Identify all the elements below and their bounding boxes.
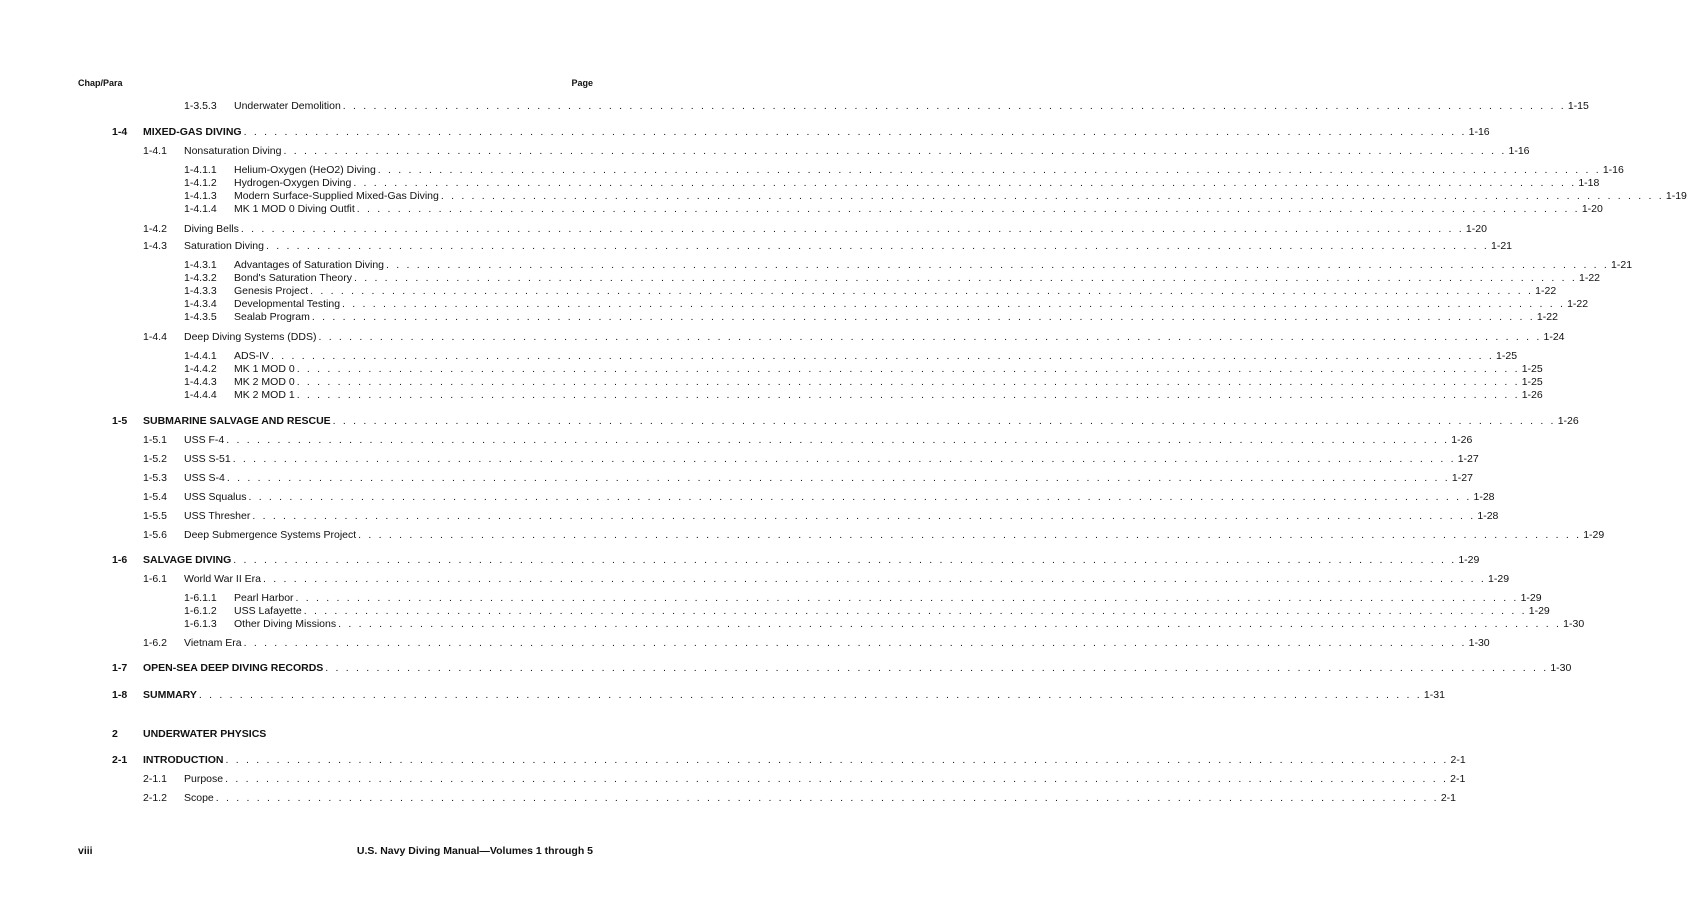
toc-entry-page: 1-22: [1536, 311, 1558, 323]
toc-entry: [184, 618, 1585, 631]
toc-entry-title: Diving Bells: [184, 223, 239, 235]
toc-entry-page: 1-28: [1477, 510, 1499, 522]
toc-entry-number: 1-6.1.2: [184, 605, 217, 617]
dot-leader: . . . . . . . . . . . . . . . . . . . . . . . . . . . . . . . . . . . . . . . . . . . . . . . . . . . . . . . . . . . . . . . . . . . . . . . . . . . . . . . . . . . . . . . . . . . . . . . . . . . . . . . . . . . . . . . . . . . . . . . .: [358, 529, 1582, 541]
toc-entry-number: 1-4.1.1: [184, 164, 217, 176]
toc-entry: [184, 272, 1601, 285]
dot-leader: . . . . . . . . . . . . . . . . . . . . . . . . . . . . . . . . . . . . . . . . . . . . . . . . . . . . . . . . . . . . . . . . . . . . . . . . . . . . . . . . . . . . . . . . . . . . . . . . . . . . . . . . . . . . . . . . . . . . . . . .: [296, 389, 1520, 401]
column-header-page: Page: [571, 78, 593, 88]
toc-entry-page: 1-31: [1423, 689, 1445, 701]
toc-entry-page: 1-20: [1465, 223, 1487, 235]
toc-entry-number: 1-6.2: [143, 637, 167, 649]
dot-leader: . . . . . . . . . . . . . . . . . . . . . . . . . . . . . . . . . . . . . . . . . . . . . . . . . . . . . . . . . . . . . . . . . . . . . . . . . . . . . . . . . . . . . . . . . . . . . . . . . . . . . . . . . . . . . . . . . . . . . . . .: [353, 272, 1577, 284]
dot-leader: . . . . . . . . . . . . . . . . . . . . . . . . . . . . . . . . . . . . . . . . . . . . . . . . . . . . . . . . . . . . . . . . . . . . . . . . . . . . . . . . . . . . . . . . . . . . . . . . . . . . . . . . . . . . . . . . . . . . . . . .: [311, 311, 1535, 323]
toc-entry-page: 1-30: [1563, 618, 1585, 630]
toc-entry-title: Sealab Program: [234, 311, 310, 323]
toc-entry-title: USS Squalus: [184, 491, 247, 503]
toc-entry: [184, 177, 1600, 190]
toc-entry: [112, 415, 1579, 428]
toc-entry-number: 1-5.3: [143, 472, 167, 484]
toc-entry-number: 1-4.2: [143, 223, 167, 235]
toc-entry-title: Deep Diving Systems (DDS): [184, 331, 317, 343]
toc-entry-number: 1-4.4: [143, 331, 167, 343]
toc-entry-number: 1-4.4.3: [184, 376, 217, 388]
dot-leader: . . . . . . . . . . . . . . . . . . . . . . . . . . . . . . . . . . . . . . . . . . . . . . . . . . . . . . . . . . . . . . . . . . . . . . . . . . . . . . . . . . . . . . . . . . . . . . . . . . . . . . . . . . . . . . . . . . . . . . . .: [332, 415, 1556, 427]
toc-entry-page: 1-30: [1550, 662, 1572, 674]
toc-entry-page: 1-22: [1535, 285, 1557, 297]
toc-entry-page: 1-26: [1451, 434, 1473, 446]
toc-entry-title: MK 1 MOD 0: [234, 363, 295, 375]
page-number: viii: [78, 845, 93, 857]
toc-entry-number: 1-5.5: [143, 510, 167, 522]
dot-leader: . . . . . . . . . . . . . . . . . . . . . . . . . . . . . . . . . . . . . . . . . . . . . . . . . . . . . . . . . . . . . . . . . . . . . . . . . . . . . . . . . . . . . . . . . . . . . . . . . . . . . . . . . . . . . . . . . . . . . . . .: [356, 203, 1580, 215]
toc-entry-title: OPEN-SEA DEEP DIVING RECORDS: [143, 662, 324, 674]
toc-entry-title: Underwater Demolition: [234, 100, 341, 112]
toc-entry: [184, 164, 1624, 177]
toc-entry-page: 1-16: [1468, 126, 1490, 138]
toc-entry-number: 1-5.4: [143, 491, 167, 503]
toc-entry-title: Developmental Testing: [234, 298, 341, 310]
toc-entry-number: 1-4.4.1: [184, 350, 217, 362]
dot-leader: . . . . . . . . . . . . . . . . . . . . . . . . . . . . . . . . . . . . . . . . . . . . . . . . . . . . . . . . . . . . . . . . . . . . . . . . . . . . . . . . . . . . . . . . . . . . . . . . . . . . . . . . . . . . . . . . . . . . . . . .: [296, 363, 1520, 375]
dot-leader: . . . . . . . . . . . . . . . . . . . . . . . . . . . . . . . . . . . . . . . . . . . . . . . . . . . . . . . . . . . . . . . . . . . . . . . . . . . . . . . . . . . . . . . . . . . . . . . . . . . . . . . . . . . . . . . . . . . . . . . .: [318, 331, 1542, 343]
toc-entry-page: 1-21: [1491, 240, 1513, 252]
dot-leader: . . . . . . . . . . . . . . . . . . . . . . . . . . . . . . . . . . . . . . . . . . . . . . . . . . . . . . . . . . . . . . . . . . . . . . . . . . . . . . . . . . . . . . . . . . . . . . . . . . . . . . . . . . . . . . . . . . . . . . . .: [386, 259, 1610, 271]
manual-title: U.S. Navy Diving Manual—Volumes 1 through 5: [356, 845, 593, 857]
toc-entry-title: MK 1 MOD 0 Diving Outfit: [234, 203, 355, 215]
toc-entry-number: 1-7: [112, 662, 128, 674]
dot-leader: . . . . . . . . . . . . . . . . . . . . . . . . . . . . . . . . . . . . . . . . . . . . . . . . . . . . . . . . . . . . . . . . . . . . . . . . . . . . . . . . . . . . . . . . . . . . . . . . . . . . . . . . . . . . . . . . . . . . . . . .: [248, 491, 1472, 503]
toc-entry-number: 1-4.1.3: [184, 190, 217, 202]
toc-entry-title: Pearl Harbor: [234, 592, 294, 604]
toc-entry: [112, 689, 1445, 702]
toc-entry-page: 1-16: [1508, 145, 1530, 157]
toc-entry-number: 1-4.1: [143, 145, 167, 157]
toc-entry-page: 1-24: [1543, 331, 1565, 343]
toc-entry: [143, 472, 1473, 485]
toc-entry-title: Genesis Project: [234, 285, 309, 297]
dot-leader: . . . . . . . . . . . . . . . . . . . . . . . . . . . . . . . . . . . . . . . . . . . . . . . . . . . . . . . . . . . . . . . . . . . . . . . . . . . . . . . . . . . . . . . . . . . . . . . . . . . . . . . . . . . . . . . . . . . . . . . .: [226, 472, 1450, 484]
toc-entry-page: 1-21: [1611, 259, 1633, 271]
dot-leader: . . . . . . . . . . . . . . . . . . . . . . . . . . . . . . . . . . . . . . . . . . . . . . . . . . . . . . . . . . . . . . . . . . . . . . . . . . . . . . . . . . . . . . . . . . . . . . . . . . . . . . . . . . . . . . . . . . . . . . . .: [440, 190, 1664, 202]
toc-entry-page: 1-26: [1557, 415, 1579, 427]
toc-entry-page: 1-25: [1496, 350, 1518, 362]
toc-entry: [184, 190, 1687, 203]
toc-entry: [184, 350, 1518, 363]
toc-entry-page: 2-1: [1450, 754, 1466, 766]
toc-entry-number: 1-8: [112, 689, 128, 701]
toc-entry-number: 1-4: [112, 126, 128, 138]
toc-entry-number: 2-1: [112, 754, 128, 766]
column-header-chap-para: Chap/Para: [78, 78, 123, 88]
toc-entry-page: 1-27: [1457, 453, 1479, 465]
dot-leader: . . . . . . . . . . . . . . . . . . . . . . . . . . . . . . . . . . . . . . . . . . . . . . . . . . . . . . . . . . . . . . . . . . . . . . . . . . . . . . . . . . . . . . . . . . . . . . . . . . . . . . . . . . . . . . . . . . . . . . . .: [233, 554, 1457, 566]
toc-entry: [143, 637, 1490, 650]
dot-leader: . . . . . . . . . . . . . . . . . . . . . . . . . . . . . . . . . . . . . . . . . . . . . . . . . . . . . . . . . . . . . . . . . . . . . . . . . . . . . . . . . . . . . . . . . . . . . . . . . . . . . . . . . . . . . . . . . . . . . . . .: [283, 145, 1507, 157]
toc-entry-title: World War II Era: [184, 573, 262, 585]
toc-entry-number: 1-4.3: [143, 240, 167, 252]
toc-entry-number: 1-5.2: [143, 453, 167, 465]
dot-leader: . . . . . . . . . . . . . . . . . . . . . . . . . . . . . . . . . . . . . . . . . . . . . . . . . . . . . . . . . . . . . . . . . . . . . . . . . . . . . . . . . . . . . . . . . . . . . . . . . . . . . . . . . . . . . . . . . . . . . . . .: [252, 510, 1476, 522]
dot-leader: . . . . . . . . . . . . . . . . . . . . . . . . . . . . . . . . . . . . . . . . . . . . . . . . . . . . . . . . . . . . . . . . . . . . . . . . . . . . . . . . . . . . . . . . . . . . . . . . . . . . . . . . . . . . . . . . . . . . . . . .: [295, 592, 1519, 604]
toc-entry: [143, 223, 1487, 236]
toc-entry-title: USS Lafayette: [234, 605, 302, 617]
dot-leader: . . . . . . . . . . . . . . . . . . . . . . . . . . . . . . . . . . . . . . . . . . . . . . . . . . . . . . . . . . . . . . . . . . . . . . . . . . . . . . . . . . . . . . . . . . . . . . . . . . . . . . . . . . . . . . . . . . . . . . . .: [240, 223, 1464, 235]
dot-leader: . . . . . . . . . . . . . . . . . . . . . . . . . . . . . . . . . . . . . . . . . . . . . . . . . . . . . . . . . . . . . . . . . . . . . . . . . . . . . . . . . . . . . . . . . . . . . . . . . . . . . . . . . . . . . . . . . . . . . . . .: [215, 792, 1439, 804]
dot-leader: . . . . . . . . . . . . . . . . . . . . . . . . . . . . . . . . . . . . . . . . . . . . . . . . . . . . . . . . . . . . . . . . . . . . . . . . . . . . . . . . . . . . . . . . . . . . . . . . . . . . . . . . . . . . . . . . . . . . . . . .: [226, 434, 1450, 446]
toc-entry-number: 1-5.6: [143, 529, 167, 541]
toc-entry-title: Helium-Oxygen (HeO2) Diving: [234, 164, 376, 176]
dot-leader: . . . . . . . . . . . . . . . . . . . . . . . . . . . . . . . . . . . . . . . . . . . . . . . . . . . . . . . . . . . . . . . . . . . . . . . . . . . . . . . . . . . . . . . . . . . . . . . . . . . . . . . . . . . . . . . . . . . . . . . .: [377, 164, 1601, 176]
toc-entry: [112, 728, 593, 741]
toc-entry-number: 1-6: [112, 554, 128, 566]
toc-entry: [143, 240, 1513, 253]
toc-entry: [184, 100, 1589, 113]
toc-entry-number: 1-3.5.3: [184, 100, 217, 112]
toc-entry-title: INTRODUCTION: [143, 754, 224, 766]
toc-entry-title: Nonsaturation Diving: [184, 145, 282, 157]
toc-entry-title: USS F-4: [184, 434, 225, 446]
toc-entry-page: 1-29: [1583, 529, 1605, 541]
toc-entry: [143, 145, 1530, 158]
toc-entry: [143, 331, 1565, 344]
toc-entry-number: 1-5: [112, 415, 128, 427]
toc-entry-page: 1-16: [1602, 164, 1624, 176]
toc-entry-number: 1-4.3.4: [184, 298, 217, 310]
toc-entry-title: USS S-51: [184, 453, 231, 465]
dot-leader: . . . . . . . . . . . . . . . . . . . . . . . . . . . . . . . . . . . . . . . . . . . . . . . . . . . . . . . . . . . . . . . . . . . . . . . . . . . . . . . . . . . . . . . . . . . . . . . . . . . . . . . . . . . . . . . . . . . . . . . .: [271, 350, 1495, 362]
toc-entry-page: 1-25: [1521, 376, 1543, 388]
toc-entry-page: 1-22: [1567, 298, 1589, 310]
toc-entry: [184, 376, 1543, 389]
toc-entry-number: 2-1.1: [143, 773, 167, 785]
toc-entry-number: 1-5.1: [143, 434, 167, 446]
toc-entry-page: 1-18: [1578, 177, 1600, 189]
toc-entry: [184, 592, 1542, 605]
toc-entry-title: ADS-IV: [234, 350, 270, 362]
toc-entry-page: 1-20: [1581, 203, 1603, 215]
toc-entry-page: 1-19: [1665, 190, 1687, 202]
dot-leader: . . . . . . . . . . . . . . . . . . . . . . . . . . . . . . . . . . . . . . . . . . . . . . . . . . . . . . . . . . . . . . . . . . . . . . . . . . . . . . . . . . . . . . . . . . . . . . . . . . . . . . . . . . . . . . . . . . . . . . . .: [325, 662, 1549, 674]
dot-leader: . . . . . . . . . . . . . . . . . . . . . . . . . . . . . . . . . . . . . . . . . . . . . . . . . . . . . . . . . . . . . . . . . . . . . . . . . . . . . . . . . . . . . . . . . . . . . . . . . . . . . . . . . . . . . . . . . . . . . . . .: [353, 177, 1577, 189]
toc-entry: [143, 491, 1495, 504]
toc-entry-page: 1-29: [1520, 592, 1542, 604]
toc-entry: [184, 298, 1589, 311]
dot-leader: . . . . . . . . . . . . . . . . . . . . . . . . . . . . . . . . . . . . . . . . . . . . . . . . . . . . . . . . . . . . . . . . . . . . . . . . . . . . . . . . . . . . . . . . . . . . . . . . . . . . . . . . . . . . . . . . . . . . . . . .: [310, 285, 1534, 297]
toc-entry: [184, 311, 1558, 324]
toc-entry-title: Bond's Saturation Theory: [234, 272, 352, 284]
toc-entry-title: USS Thresher: [184, 510, 251, 522]
toc-entry-page: 2-1: [1440, 792, 1456, 804]
toc-entry: [143, 573, 1510, 586]
toc-entry-title: Advantages of Saturation Diving: [234, 259, 385, 271]
toc-entry: [184, 605, 1550, 618]
toc-entry-number: 1-4.4.4: [184, 389, 217, 401]
dot-leader: . . . . . . . . . . . . . . . . . . . . . . . . . . . . . . . . . . . . . . . . . . . . . . . . . . . . . . . . . . . . . . . . . . . . . . . . . . . . . . . . . . . . . . . . . . . . . . . . . . . . . . . . . . . . . . . . . . . . . . . .: [342, 100, 1566, 112]
toc-entry-page: 1-27: [1451, 472, 1473, 484]
toc-entry-title: USS S-4: [184, 472, 225, 484]
dot-leader: . . . . . . . . . . . . . . . . . . . . . . . . . . . . . . . . . . . . . . . . . . . . . . . . . . . . . . . . . . . . . . . . . . . . . . . . . . . . . . . . . . . . . . . . . . . . . . . . . . . . . . . . . . . . . . . . . . . . . . . .: [342, 298, 1566, 310]
toc-entry: [143, 510, 1499, 523]
toc-entry-title: Deep Submergence Systems Project: [184, 529, 357, 541]
toc-entry-number: 1-4.3.5: [184, 311, 217, 323]
toc-entry: [143, 773, 1466, 786]
toc-entry: [112, 662, 1572, 675]
toc-entry-number: 1-4.3.1: [184, 259, 217, 271]
toc-entry-title: Scope: [184, 792, 214, 804]
toc-entry-number: 1-4.4.2: [184, 363, 217, 375]
dot-leader: . . . . . . . . . . . . . . . . . . . . . . . . . . . . . . . . . . . . . . . . . . . . . . . . . . . . . . . . . . . . . . . . . . . . . . . . . . . . . . . . . . . . . . . . . . . . . . . . . . . . . . . . . . . . . . . . . . . . . . . .: [198, 689, 1422, 701]
toc-entry-page: 1-22: [1579, 272, 1601, 284]
dot-leader: . . . . . . . . . . . . . . . . . . . . . . . . . . . . . . . . . . . . . . . . . . . . . . . . . . . . . . . . . . . . . . . . . . . . . . . . . . . . . . . . . . . . . . . . . . . . . . . . . . . . . . . . . . . . . . . . . . . . . . . .: [243, 637, 1467, 649]
dot-leader: . . . . . . . . . . . . . . . . . . . . . . . . . . . . . . . . . . . . . . . . . . . . . . . . . . . . . . . . . . . . . . . . . . . . . . . . . . . . . . . . . . . . . . . . . . . . . . . . . . . . . . . . . . . . . . . . . . . . . . . .: [338, 618, 1562, 630]
toc-entry: [184, 285, 1557, 298]
toc-entry-page: 1-28: [1473, 491, 1495, 503]
toc-entry-title: Other Diving Missions: [234, 618, 337, 630]
toc-entry: [184, 389, 1543, 402]
toc-entry: [143, 434, 1473, 447]
toc-entry-number: 1-4.3.3: [184, 285, 217, 297]
toc-entry-title: MK 2 MOD 1: [234, 389, 295, 401]
toc-entry: [143, 529, 1605, 542]
toc-entry-page: 1-29: [1528, 605, 1550, 617]
toc-entry-number: 1-4.3.2: [184, 272, 217, 284]
toc-entry-page: 1-29: [1458, 554, 1480, 566]
toc-entry-number: 1-4.1.2: [184, 177, 217, 189]
toc-entry: [112, 126, 1490, 139]
toc-entry-page: 1-15: [1567, 100, 1589, 112]
toc-entry-title: Vietnam Era: [184, 637, 242, 649]
toc-entry-page: 1-29: [1488, 573, 1510, 585]
dot-leader: . . . . . . . . . . . . . . . . . . . . . . . . . . . . . . . . . . . . . . . . . . . . . . . . . . . . . . . . . . . . . . . . . . . . . . . . . . . . . . . . . . . . . . . . . . . . . . . . . . . . . . . . . . . . . . . . . . . . . . . .: [303, 605, 1527, 617]
toc-entry-number: 1-6.1: [143, 573, 167, 585]
toc-entry: [184, 203, 1603, 216]
toc-entry-page: 1-26: [1521, 389, 1543, 401]
dot-leader: . . . . . . . . . . . . . . . . . . . . . . . . . . . . . . . . . . . . . . . . . . . . . . . . . . . . . . . . . . . . . . . . . . . . . . . . . . . . . . . . . . . . . . . . . . . . . . . . . . . . . . . . . . . . . . . . . . . . . . . .: [243, 126, 1467, 138]
toc-entry: [184, 363, 1543, 376]
toc-entry-title: SALVAGE DIVING: [143, 554, 232, 566]
toc-entry: [112, 554, 1480, 567]
toc-entry-title: SUBMARINE SALVAGE AND RESCUE: [143, 415, 331, 427]
toc-entry-title: MK 2 MOD 0: [234, 376, 295, 388]
toc-entry-title: Saturation Diving: [184, 240, 264, 252]
toc-entry: [143, 792, 1456, 805]
toc-entry-number: 2: [112, 728, 118, 740]
toc-entry-title: Purpose: [184, 773, 224, 785]
dot-leader: . . . . . . . . . . . . . . . . . . . . . . . . . . . . . . . . . . . . . . . . . . . . . . . . . . . . . . . . . . . . . . . . . . . . . . . . . . . . . . . . . . . . . . . . . . . . . . . . . . . . . . . . . . . . . . . . . . . . . . . .: [265, 240, 1489, 252]
toc-entry-page: 2-1: [1450, 773, 1466, 785]
dot-leader: . . . . . . . . . . . . . . . . . . . . . . . . . . . . . . . . . . . . . . . . . . . . . . . . . . . . . . . . . . . . . . . . . . . . . . . . . . . . . . . . . . . . . . . . . . . . . . . . . . . . . . . . . . . . . . . . . . . . . . . .: [225, 773, 1449, 785]
dot-leader: . . . . . . . . . . . . . . . . . . . . . . . . . . . . . . . . . . . . . . . . . . . . . . . . . . . . . . . . . . . . . . . . . . . . . . . . . . . . . . . . . . . . . . . . . . . . . . . . . . . . . . . . . . . . . . . . . . . . . . . .: [232, 453, 1456, 465]
toc-entry-number: 2-1.2: [143, 792, 167, 804]
dot-leader: . . . . . . . . . . . . . . . . . . . . . . . . . . . . . . . . . . . . . . . . . . . . . . . . . . . . . . . . . . . . . . . . . . . . . . . . . . . . . . . . . . . . . . . . . . . . . . . . . . . . . . . . . . . . . . . . . . . . . . . .: [263, 573, 1487, 585]
toc-entry: [112, 754, 1466, 767]
toc-entry-title: Hydrogen-Oxygen Diving: [234, 177, 352, 189]
toc-entry: [184, 259, 1633, 272]
toc-entry-title: SUMMARY: [143, 689, 197, 701]
toc-entry-title: UNDERWATER PHYSICS: [143, 728, 267, 740]
toc-entry-page: 1-25: [1521, 363, 1543, 375]
toc-entry-number: 1-4.1.4: [184, 203, 217, 215]
toc-entry-title: Modern Surface-Supplied Mixed-Gas Diving: [234, 190, 439, 202]
dot-leader: . . . . . . . . . . . . . . . . . . . . . . . . . . . . . . . . . . . . . . . . . . . . . . . . . . . . . . . . . . . . . . . . . . . . . . . . . . . . . . . . . . . . . . . . . . . . . . . . . . . . . . . . . . . . . . . . . . . . . . . .: [225, 754, 1449, 766]
toc-entry-title: MIXED-GAS DIVING: [143, 126, 242, 138]
toc-entry-number: 1-6.1.1: [184, 592, 217, 604]
dot-leader: . . . . . . . . . . . . . . . . . . . . . . . . . . . . . . . . . . . . . . . . . . . . . . . . . . . . . . . . . . . . . . . . . . . . . . . . . . . . . . . . . . . . . . . . . . . . . . . . . . . . . . . . . . . . . . . . . . . . . . . .: [296, 376, 1520, 388]
toc-entry-page: 1-30: [1468, 637, 1490, 649]
toc-entry-number: 1-6.1.3: [184, 618, 217, 630]
toc-entry: [143, 453, 1479, 466]
